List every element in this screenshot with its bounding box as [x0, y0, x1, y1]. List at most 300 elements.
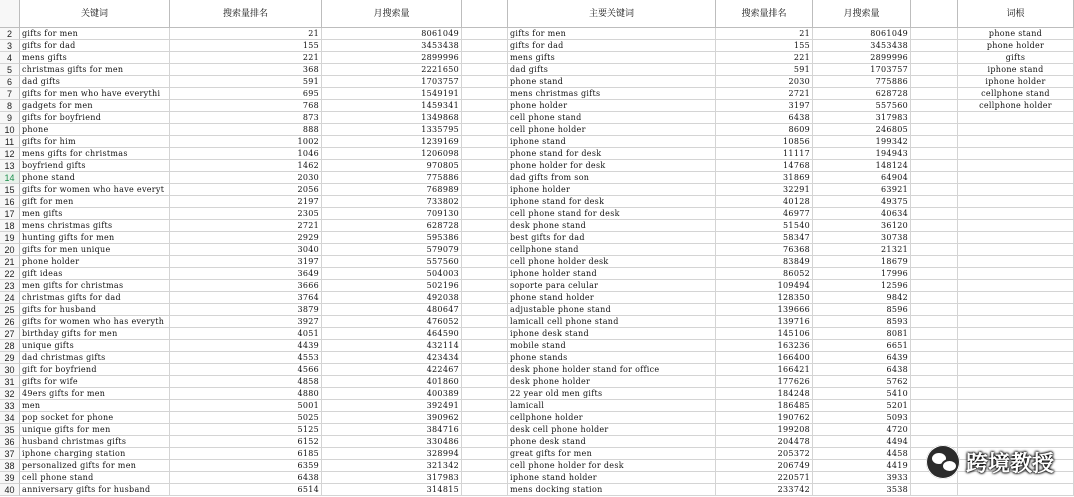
cell-root-word[interactable]: [958, 256, 1074, 268]
row-header[interactable]: 12: [0, 148, 20, 160]
cell-volume-2[interactable]: 3933: [813, 472, 911, 484]
cell-main-keyword[interactable]: mens docking station: [508, 484, 716, 496]
cell-empty[interactable]: [462, 220, 508, 232]
cell-volume[interactable]: 970805: [322, 160, 462, 172]
cell-rank[interactable]: 6514: [170, 484, 322, 496]
cell-keyword[interactable]: gifts for women who has everyth: [20, 316, 170, 328]
cell-volume-2[interactable]: 628728: [813, 88, 911, 100]
row-header[interactable]: 9: [0, 112, 20, 124]
cell-keyword[interactable]: phone: [20, 124, 170, 136]
header-search-rank[interactable]: 搜索量排名: [170, 0, 322, 28]
cell-rank[interactable]: 3649: [170, 268, 322, 280]
cell-rank-2[interactable]: 58347: [716, 232, 813, 244]
row-header[interactable]: 22: [0, 268, 20, 280]
row-header[interactable]: 29: [0, 352, 20, 364]
cell-volume-2[interactable]: 775886: [813, 76, 911, 88]
cell-main-keyword[interactable]: dad gifts from son: [508, 172, 716, 184]
cell-main-keyword[interactable]: iphone desk stand: [508, 328, 716, 340]
cell-keyword[interactable]: christmas gifts for men: [20, 64, 170, 76]
cell-empty[interactable]: [911, 340, 958, 352]
cell-rank[interactable]: 2929: [170, 232, 322, 244]
cell-volume[interactable]: 464590: [322, 328, 462, 340]
cell-empty[interactable]: [462, 196, 508, 208]
cell-root-word[interactable]: [958, 160, 1074, 172]
header-search-rank-2[interactable]: 搜索量排名: [716, 0, 813, 28]
cell-empty[interactable]: [911, 280, 958, 292]
cell-root-word[interactable]: iphone stand: [958, 64, 1074, 76]
cell-volume-2[interactable]: 18679: [813, 256, 911, 268]
cell-rank-2[interactable]: 190762: [716, 412, 813, 424]
row-header[interactable]: 30: [0, 364, 20, 376]
header-empty-h[interactable]: [911, 0, 958, 28]
cell-rank[interactable]: 695: [170, 88, 322, 100]
cell-root-word[interactable]: [958, 196, 1074, 208]
cell-rank-2[interactable]: 32291: [716, 184, 813, 196]
cell-volume-2[interactable]: 194943: [813, 148, 911, 160]
cell-keyword[interactable]: iphone charging station: [20, 448, 170, 460]
cell-main-keyword[interactable]: phone holder for desk: [508, 160, 716, 172]
cell-empty[interactable]: [911, 484, 958, 496]
cell-rank-2[interactable]: 86052: [716, 268, 813, 280]
cell-empty[interactable]: [911, 388, 958, 400]
header-empty-d[interactable]: [462, 0, 508, 28]
cell-keyword[interactable]: gifts for dad: [20, 40, 170, 52]
cell-volume-2[interactable]: 4720: [813, 424, 911, 436]
cell-empty[interactable]: [462, 304, 508, 316]
cell-rank-2[interactable]: 14768: [716, 160, 813, 172]
cell-volume-2[interactable]: 5762: [813, 376, 911, 388]
cell-empty[interactable]: [462, 472, 508, 484]
cell-volume-2[interactable]: 3453438: [813, 40, 911, 52]
cell-volume-2[interactable]: 6438: [813, 364, 911, 376]
row-header[interactable]: 14: [0, 172, 20, 184]
row-header[interactable]: 23: [0, 280, 20, 292]
cell-empty[interactable]: [911, 28, 958, 40]
row-header[interactable]: 16: [0, 196, 20, 208]
cell-main-keyword[interactable]: cellphone holder: [508, 412, 716, 424]
cell-volume-2[interactable]: 63921: [813, 184, 911, 196]
cell-rank[interactable]: 3040: [170, 244, 322, 256]
cell-volume-2[interactable]: 557560: [813, 100, 911, 112]
cell-rank-2[interactable]: 206749: [716, 460, 813, 472]
cell-rank[interactable]: 2056: [170, 184, 322, 196]
cell-keyword[interactable]: husband christmas gifts: [20, 436, 170, 448]
cell-rank[interactable]: 768: [170, 100, 322, 112]
cell-main-keyword[interactable]: cell phone stand for desk: [508, 208, 716, 220]
row-header[interactable]: 37: [0, 448, 20, 460]
cell-main-keyword[interactable]: great gifts for men: [508, 448, 716, 460]
cell-rank[interactable]: 4553: [170, 352, 322, 364]
cell-empty[interactable]: [911, 76, 958, 88]
row-header[interactable]: 20: [0, 244, 20, 256]
row-header[interactable]: 33: [0, 400, 20, 412]
cell-empty[interactable]: [911, 184, 958, 196]
cell-empty[interactable]: [462, 424, 508, 436]
cell-root-word[interactable]: cellphone stand: [958, 88, 1074, 100]
cell-rank-2[interactable]: 51540: [716, 220, 813, 232]
cell-root-word[interactable]: [958, 352, 1074, 364]
cell-root-word[interactable]: [958, 172, 1074, 184]
cell-volume[interactable]: 384716: [322, 424, 462, 436]
cell-empty[interactable]: [911, 64, 958, 76]
cell-root-word[interactable]: [958, 364, 1074, 376]
cell-root-word[interactable]: [958, 340, 1074, 352]
cell-main-keyword[interactable]: adjustable phone stand: [508, 304, 716, 316]
cell-main-keyword[interactable]: phone holder: [508, 100, 716, 112]
cell-empty[interactable]: [462, 412, 508, 424]
cell-empty[interactable]: [462, 280, 508, 292]
cell-rank-2[interactable]: 177626: [716, 376, 813, 388]
row-header[interactable]: 28: [0, 340, 20, 352]
cell-rank[interactable]: 5025: [170, 412, 322, 424]
cell-keyword[interactable]: dad gifts: [20, 76, 170, 88]
cell-volume[interactable]: 1459341: [322, 100, 462, 112]
cell-rank[interactable]: 4439: [170, 340, 322, 352]
cell-root-word[interactable]: iphone holder: [958, 76, 1074, 88]
cell-main-keyword[interactable]: iphone stand: [508, 136, 716, 148]
cell-keyword[interactable]: birthday gifts for men: [20, 328, 170, 340]
cell-root-word[interactable]: [958, 220, 1074, 232]
cell-rank[interactable]: 1462: [170, 160, 322, 172]
row-header[interactable]: 32: [0, 388, 20, 400]
cell-keyword[interactable]: 49ers gifts for men: [20, 388, 170, 400]
cell-root-word[interactable]: gifts: [958, 52, 1074, 64]
cell-keyword[interactable]: hunting gifts for men: [20, 232, 170, 244]
cell-rank-2[interactable]: 3197: [716, 100, 813, 112]
cell-rank-2[interactable]: 145106: [716, 328, 813, 340]
row-header[interactable]: 25: [0, 304, 20, 316]
cell-keyword[interactable]: cell phone stand: [20, 472, 170, 484]
cell-rank[interactable]: 221: [170, 52, 322, 64]
cell-main-keyword[interactable]: mens gifts: [508, 52, 716, 64]
cell-root-word[interactable]: [958, 208, 1074, 220]
cell-volume[interactable]: 476052: [322, 316, 462, 328]
cell-volume-2[interactable]: 5201: [813, 400, 911, 412]
cell-main-keyword[interactable]: mens christmas gifts: [508, 88, 716, 100]
cell-rank[interactable]: 1046: [170, 148, 322, 160]
cell-root-word[interactable]: [958, 328, 1074, 340]
row-header[interactable]: 17: [0, 208, 20, 220]
cell-keyword[interactable]: boyfriend gifts: [20, 160, 170, 172]
cell-volume[interactable]: 595386: [322, 232, 462, 244]
cell-empty[interactable]: [462, 124, 508, 136]
cell-rank-2[interactable]: 128350: [716, 292, 813, 304]
row-header[interactable]: 35: [0, 424, 20, 436]
cell-volume-2[interactable]: 2899996: [813, 52, 911, 64]
cell-empty[interactable]: [911, 112, 958, 124]
cell-volume-2[interactable]: 9842: [813, 292, 911, 304]
cell-keyword[interactable]: men gifts for christmas: [20, 280, 170, 292]
cell-volume[interactable]: 3453438: [322, 40, 462, 52]
row-header[interactable]: 4: [0, 52, 20, 64]
cell-empty[interactable]: [911, 148, 958, 160]
cell-volume[interactable]: 768989: [322, 184, 462, 196]
select-all-corner[interactable]: [0, 0, 20, 28]
cell-rank-2[interactable]: 31869: [716, 172, 813, 184]
cell-empty[interactable]: [911, 88, 958, 100]
cell-volume-2[interactable]: 8061049: [813, 28, 911, 40]
cell-rank-2[interactable]: 186485: [716, 400, 813, 412]
cell-volume[interactable]: 1549191: [322, 88, 462, 100]
cell-rank-2[interactable]: 76368: [716, 244, 813, 256]
cell-rank-2[interactable]: 46977: [716, 208, 813, 220]
cell-volume-2[interactable]: 64904: [813, 172, 911, 184]
cell-empty[interactable]: [911, 376, 958, 388]
cell-volume[interactable]: 2221650: [322, 64, 462, 76]
cell-root-word[interactable]: [958, 148, 1074, 160]
cell-rank[interactable]: 591: [170, 76, 322, 88]
cell-empty[interactable]: [462, 172, 508, 184]
cell-main-keyword[interactable]: lamicall cell phone stand: [508, 316, 716, 328]
cell-empty[interactable]: [911, 100, 958, 112]
cell-empty[interactable]: [911, 352, 958, 364]
cell-empty[interactable]: [462, 316, 508, 328]
cell-volume-2[interactable]: 8596: [813, 304, 911, 316]
cell-empty[interactable]: [462, 208, 508, 220]
cell-keyword[interactable]: gifts for women who have everyt: [20, 184, 170, 196]
cell-main-keyword[interactable]: phone stand for desk: [508, 148, 716, 160]
row-header[interactable]: 8: [0, 100, 20, 112]
cell-rank-2[interactable]: 205372: [716, 448, 813, 460]
cell-rank[interactable]: 4880: [170, 388, 322, 400]
cell-keyword[interactable]: men: [20, 400, 170, 412]
cell-rank[interactable]: 873: [170, 112, 322, 124]
cell-volume-2[interactable]: 317983: [813, 112, 911, 124]
cell-rank-2[interactable]: 204478: [716, 436, 813, 448]
cell-empty[interactable]: [911, 52, 958, 64]
row-header[interactable]: 7: [0, 88, 20, 100]
cell-keyword[interactable]: phone stand: [20, 172, 170, 184]
cell-main-keyword[interactable]: desk phone holder stand for office: [508, 364, 716, 376]
cell-rank[interactable]: 2721: [170, 220, 322, 232]
cell-root-word[interactable]: [958, 484, 1074, 496]
cell-empty[interactable]: [911, 160, 958, 172]
cell-main-keyword[interactable]: cell phone holder: [508, 124, 716, 136]
cell-volume[interactable]: 314815: [322, 484, 462, 496]
row-header[interactable]: 18: [0, 220, 20, 232]
row-header[interactable]: 38: [0, 460, 20, 472]
cell-empty[interactable]: [462, 256, 508, 268]
cell-keyword[interactable]: unique gifts: [20, 340, 170, 352]
cell-empty[interactable]: [462, 148, 508, 160]
cell-empty[interactable]: [911, 196, 958, 208]
cell-keyword[interactable]: gifts for men: [20, 28, 170, 40]
cell-volume[interactable]: 557560: [322, 256, 462, 268]
cell-root-word[interactable]: [958, 268, 1074, 280]
row-header[interactable]: 3: [0, 40, 20, 52]
cell-volume[interactable]: 8061049: [322, 28, 462, 40]
cell-empty[interactable]: [911, 244, 958, 256]
cell-empty[interactable]: [911, 232, 958, 244]
cell-keyword[interactable]: gift for men: [20, 196, 170, 208]
cell-keyword[interactable]: gifts for men who have everythi: [20, 88, 170, 100]
cell-main-keyword[interactable]: cellphone stand: [508, 244, 716, 256]
cell-main-keyword[interactable]: phone stands: [508, 352, 716, 364]
cell-rank[interactable]: 2305: [170, 208, 322, 220]
cell-main-keyword[interactable]: 22 year old men gifts: [508, 388, 716, 400]
cell-main-keyword[interactable]: soporte para celular: [508, 280, 716, 292]
row-header[interactable]: 21: [0, 256, 20, 268]
cell-main-keyword[interactable]: desk cell phone holder: [508, 424, 716, 436]
cell-empty[interactable]: [462, 436, 508, 448]
cell-keyword[interactable]: gifts for husband: [20, 304, 170, 316]
cell-volume-2[interactable]: 4494: [813, 436, 911, 448]
cell-root-word[interactable]: cellphone holder: [958, 100, 1074, 112]
cell-keyword[interactable]: mens christmas gifts: [20, 220, 170, 232]
cell-rank[interactable]: 5001: [170, 400, 322, 412]
cell-keyword[interactable]: phone holder: [20, 256, 170, 268]
cell-main-keyword[interactable]: gifts for dad: [508, 40, 716, 52]
cell-root-word[interactable]: phone holder: [958, 40, 1074, 52]
cell-volume[interactable]: 492038: [322, 292, 462, 304]
cell-keyword[interactable]: anniversary gifts for husband: [20, 484, 170, 496]
cell-empty[interactable]: [462, 136, 508, 148]
cell-empty[interactable]: [462, 52, 508, 64]
cell-volume[interactable]: 321342: [322, 460, 462, 472]
cell-keyword[interactable]: christmas gifts for dad: [20, 292, 170, 304]
row-header[interactable]: 36: [0, 436, 20, 448]
cell-volume-2[interactable]: 4458: [813, 448, 911, 460]
cell-keyword[interactable]: gifts for men unique: [20, 244, 170, 256]
cell-main-keyword[interactable]: cell phone stand: [508, 112, 716, 124]
cell-empty[interactable]: [911, 316, 958, 328]
cell-rank[interactable]: 3197: [170, 256, 322, 268]
cell-rank-2[interactable]: 233742: [716, 484, 813, 496]
cell-root-word[interactable]: [958, 376, 1074, 388]
row-header[interactable]: 27: [0, 328, 20, 340]
cell-rank[interactable]: 155: [170, 40, 322, 52]
cell-volume-2[interactable]: 21321: [813, 244, 911, 256]
cell-rank-2[interactable]: 139716: [716, 316, 813, 328]
row-header[interactable]: 19: [0, 232, 20, 244]
cell-empty[interactable]: [911, 424, 958, 436]
cell-empty[interactable]: [911, 256, 958, 268]
cell-rank-2[interactable]: 2721: [716, 88, 813, 100]
cell-empty[interactable]: [462, 448, 508, 460]
cell-rank[interactable]: 4566: [170, 364, 322, 376]
cell-volume[interactable]: 504003: [322, 268, 462, 280]
cell-keyword[interactable]: personalized gifts for men: [20, 460, 170, 472]
cell-empty[interactable]: [911, 40, 958, 52]
cell-root-word[interactable]: [958, 388, 1074, 400]
cell-rank[interactable]: 2030: [170, 172, 322, 184]
cell-keyword[interactable]: pop socket for phone: [20, 412, 170, 424]
cell-main-keyword[interactable]: phone stand: [508, 76, 716, 88]
cell-empty[interactable]: [911, 208, 958, 220]
cell-empty[interactable]: [462, 376, 508, 388]
cell-rank-2[interactable]: 8609: [716, 124, 813, 136]
cell-volume[interactable]: 1335795: [322, 124, 462, 136]
cell-volume-2[interactable]: 6439: [813, 352, 911, 364]
cell-empty[interactable]: [911, 172, 958, 184]
cell-empty[interactable]: [462, 88, 508, 100]
cell-rank-2[interactable]: 109494: [716, 280, 813, 292]
cell-volume[interactable]: 392491: [322, 400, 462, 412]
cell-empty[interactable]: [462, 76, 508, 88]
cell-empty[interactable]: [462, 292, 508, 304]
cell-volume[interactable]: 628728: [322, 220, 462, 232]
header-monthly-volume-2[interactable]: 月搜索量: [813, 0, 911, 28]
cell-rank[interactable]: 6359: [170, 460, 322, 472]
cell-root-word[interactable]: phone stand: [958, 28, 1074, 40]
cell-volume[interactable]: 709130: [322, 208, 462, 220]
cell-volume-2[interactable]: 1703757: [813, 64, 911, 76]
cell-empty[interactable]: [911, 304, 958, 316]
cell-rank[interactable]: 6438: [170, 472, 322, 484]
cell-volume[interactable]: 423434: [322, 352, 462, 364]
row-header[interactable]: 26: [0, 316, 20, 328]
cell-volume-2[interactable]: 5410: [813, 388, 911, 400]
cell-empty[interactable]: [462, 100, 508, 112]
cell-volume[interactable]: 390962: [322, 412, 462, 424]
cell-rank[interactable]: 6152: [170, 436, 322, 448]
cell-volume-2[interactable]: 36120: [813, 220, 911, 232]
row-header[interactable]: 24: [0, 292, 20, 304]
cell-empty[interactable]: [462, 400, 508, 412]
cell-volume[interactable]: 317983: [322, 472, 462, 484]
cell-keyword[interactable]: gadgets for men: [20, 100, 170, 112]
cell-root-word[interactable]: [958, 244, 1074, 256]
cell-empty[interactable]: [911, 136, 958, 148]
cell-volume-2[interactable]: 148124: [813, 160, 911, 172]
cell-main-keyword[interactable]: phone desk stand: [508, 436, 716, 448]
cell-keyword[interactable]: gift ideas: [20, 268, 170, 280]
cell-volume[interactable]: 733802: [322, 196, 462, 208]
cell-rank-2[interactable]: 2030: [716, 76, 813, 88]
cell-empty[interactable]: [462, 484, 508, 496]
cell-empty[interactable]: [911, 268, 958, 280]
cell-volume[interactable]: 502196: [322, 280, 462, 292]
cell-keyword[interactable]: unique gifts for men: [20, 424, 170, 436]
row-header[interactable]: 10: [0, 124, 20, 136]
cell-empty[interactable]: [462, 184, 508, 196]
cell-rank-2[interactable]: 155: [716, 40, 813, 52]
cell-empty[interactable]: [462, 352, 508, 364]
cell-main-keyword[interactable]: cell phone holder for desk: [508, 460, 716, 472]
cell-empty[interactable]: [462, 64, 508, 76]
cell-volume-2[interactable]: 5093: [813, 412, 911, 424]
cell-volume-2[interactable]: 6651: [813, 340, 911, 352]
cell-rank[interactable]: 4858: [170, 376, 322, 388]
header-keyword[interactable]: 关键词: [20, 0, 170, 28]
cell-empty[interactable]: [462, 460, 508, 472]
cell-empty[interactable]: [911, 220, 958, 232]
row-header[interactable]: 15: [0, 184, 20, 196]
cell-empty[interactable]: [462, 340, 508, 352]
cell-main-keyword[interactable]: gifts for men: [508, 28, 716, 40]
cell-main-keyword[interactable]: iphone holder: [508, 184, 716, 196]
cell-rank[interactable]: 2197: [170, 196, 322, 208]
cell-volume-2[interactable]: 40634: [813, 208, 911, 220]
cell-keyword[interactable]: dad christmas gifts: [20, 352, 170, 364]
cell-volume[interactable]: 1349868: [322, 112, 462, 124]
cell-keyword[interactable]: gifts for boyfriend: [20, 112, 170, 124]
cell-main-keyword[interactable]: iphone holder stand: [508, 268, 716, 280]
cell-main-keyword[interactable]: iphone stand for desk: [508, 196, 716, 208]
cell-volume[interactable]: 330486: [322, 436, 462, 448]
cell-main-keyword[interactable]: dad gifts: [508, 64, 716, 76]
cell-volume[interactable]: 400389: [322, 388, 462, 400]
cell-rank-2[interactable]: 139666: [716, 304, 813, 316]
cell-rank-2[interactable]: 220571: [716, 472, 813, 484]
cell-empty[interactable]: [462, 232, 508, 244]
row-header[interactable]: 6: [0, 76, 20, 88]
cell-rank-2[interactable]: 163236: [716, 340, 813, 352]
cell-empty[interactable]: [911, 412, 958, 424]
row-header[interactable]: 40: [0, 484, 20, 496]
row-header[interactable]: 13: [0, 160, 20, 172]
cell-rank-2[interactable]: 199208: [716, 424, 813, 436]
